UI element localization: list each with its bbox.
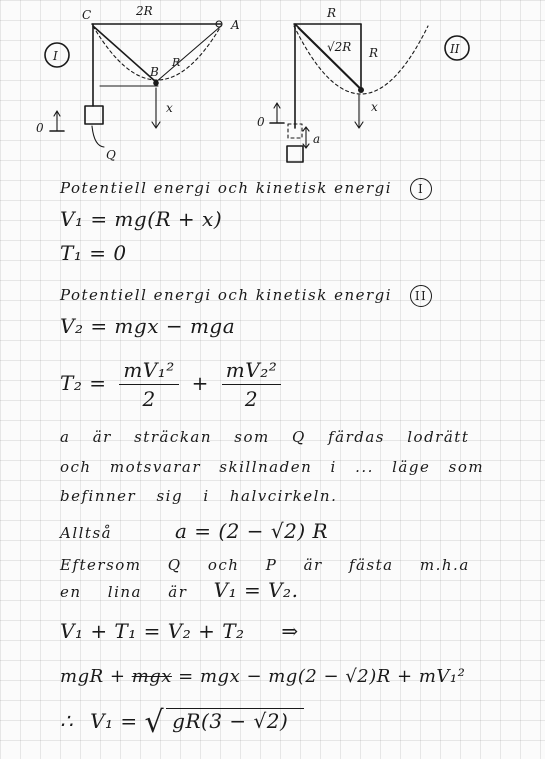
figure-2-label-r-side: R [369, 46, 379, 60]
t2-denominator-1: 2 [142, 387, 156, 411]
therefore-symbol: ∴ [60, 709, 74, 733]
section-1-heading-text: Potentiell energi och kinetisk energi [60, 179, 393, 197]
equation-energy-sum: V₁ + T₁ = V₂ + T₂ [60, 619, 245, 643]
mechanics-diagrams [0, 0, 545, 175]
figure-2 [257, 6, 469, 162]
expanded-rhs: = mgx − mg(2 − √2)R + mV₁² [178, 666, 466, 687]
figure-1-point-b [153, 80, 159, 86]
equation-v-equal: V₁ = V₂. [213, 578, 299, 602]
expanded-cancelled-term: mgx [131, 666, 172, 687]
implies-arrow: ⇒ [281, 619, 299, 643]
explanation-line-5 [60, 578, 298, 602]
explanation-line-1: a är sträckan som Q färdas lodrätt [60, 428, 470, 446]
figure-2-diagonal-2 [298, 28, 362, 91]
equation-t1: T₁ = 0 [60, 241, 127, 265]
figure-1-q-leader [92, 126, 104, 147]
section-2-roman: II [410, 285, 432, 307]
figure-2-roman: II [450, 42, 460, 56]
figure-2-label-x: x [371, 100, 378, 114]
section-2-heading [60, 285, 432, 307]
explanation-line-5-text: en lina är [60, 583, 188, 601]
energy-balance-row [60, 619, 299, 643]
figure-1-label-r: R [172, 56, 181, 69]
figure-2-label-a: a [313, 132, 321, 146]
expanded-lhs: mgR + [60, 666, 126, 687]
v1-result-lhs: V₁ = [90, 709, 138, 733]
t2-fraction-2 [222, 358, 281, 411]
figure-2-diagonal-1 [296, 25, 361, 89]
alltsa-word: Alltså [60, 524, 113, 542]
figure-2-label-r-top: R [327, 6, 337, 20]
t2-denominator-2: 2 [244, 387, 259, 411]
alltsa-row [60, 519, 328, 543]
figure-1-string-ab [156, 26, 221, 82]
equation-t2 [60, 358, 287, 411]
t2-fraction-1 [119, 358, 178, 411]
figure-1-label-0: 0 [36, 121, 44, 135]
explanation-line-4: Eftersom Q och P är fästa m.h.a [60, 556, 470, 574]
section-1-heading [60, 178, 432, 200]
section-1-roman: I [410, 178, 432, 200]
figure-1-label-c: C [82, 8, 92, 22]
t2-lhs: T₂ = [60, 371, 107, 395]
figure-2-label-sqrt2r: √2R [327, 40, 352, 54]
figure-1 [36, 4, 240, 162]
sqrt-sign-icon: √ [144, 705, 165, 740]
t2-numerator-1: mV₁² [119, 358, 178, 385]
equation-a: a = (2 − √2) R [174, 519, 329, 543]
t2-numerator-2: mV₂² [222, 358, 281, 385]
equation-v2: V₂ = mgx − mga [60, 314, 236, 338]
figure-1-string-cb [93, 26, 156, 82]
equation-v1-result [60, 705, 304, 740]
figure-2-label-0: 0 [257, 115, 265, 129]
figure-2-block [287, 146, 303, 162]
figure-1-label-2r: 2R [136, 4, 153, 18]
figure-1-block-q [85, 106, 103, 124]
section-2-heading-text: Potentiell energi och kinetisk energi [60, 286, 393, 304]
figure-1-label-x: x [166, 101, 173, 115]
figure-1-roman: I [53, 49, 58, 63]
equation-expanded [60, 666, 465, 687]
figure-1-label-q: Q [106, 148, 116, 162]
figure-1-label-b: B [150, 65, 159, 79]
v1-result-radicand: gR(3 − √2) [166, 708, 304, 733]
explanation-line-2: och motsvarar skillnaden i ... läge som [60, 458, 485, 476]
t2-plus: + [191, 371, 209, 395]
equation-v1: V₁ = mg(R + x) [60, 207, 223, 231]
figure-2-point [358, 87, 364, 93]
explanation-line-3: befinner sig i halvcirkeln. [60, 487, 338, 505]
figure-1-label-a: A [231, 18, 240, 32]
